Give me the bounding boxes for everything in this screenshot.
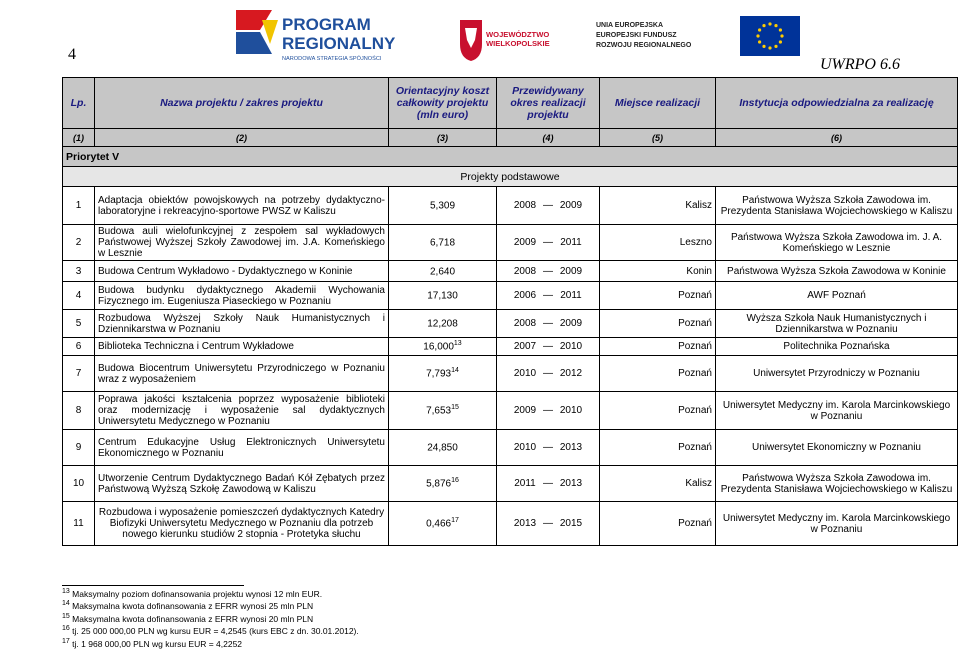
row-lp: 10 xyxy=(63,466,95,502)
row-lp: 5 xyxy=(63,310,95,338)
footnotes xyxy=(62,587,359,649)
eu-star-icon xyxy=(768,22,771,25)
row-lp: 8 xyxy=(63,392,95,430)
footnote-number: 16 xyxy=(62,625,70,633)
footnote xyxy=(62,599,359,611)
project-place: Kalisz xyxy=(600,466,716,502)
cost-value: 5,876 xyxy=(426,478,452,490)
footnote-separator xyxy=(62,585,244,586)
cost-footnote-ref: 14 xyxy=(451,367,459,375)
cost-value: 0,466 xyxy=(426,518,452,530)
eu-star-icon xyxy=(758,40,761,43)
project-name: Adaptacja obiektów powojskowych na potrzeby dydaktyczno-laboratoryjne i rekreacyjno-sportowe PWSZ w Kaliszu xyxy=(95,187,389,225)
table-row xyxy=(63,282,958,310)
col-number: (2) xyxy=(95,129,389,147)
project-cost xyxy=(389,310,497,338)
eu-star-icon xyxy=(762,24,765,27)
logo-eu-line1: UNIA EUROPEJSKA xyxy=(596,22,664,29)
project-name: Centrum Edukacyjne Usług Elektronicznych Uniwersytetu Ekonomicznego w Poznaniu xyxy=(95,430,389,466)
project-name: Poprawa jakości kształcenia poprzez wyposażenie biblioteki oraz modernizację i wyposażenie sal dydaktycznych Uniwersytetu Medycznego w Poznaniu xyxy=(95,392,389,430)
project-period: 2006 — 2011 xyxy=(497,282,600,310)
project-cost xyxy=(389,338,497,356)
row-lp: 9 xyxy=(63,430,95,466)
project-name: Budowa budynku dydaktycznego Akademii Wychowania Fizycznego im. Eugeniusza Piaseckiego w Poznaniu xyxy=(95,282,389,310)
eu-star-icon xyxy=(780,34,783,37)
cost-value: 16,000 xyxy=(423,341,454,353)
footnote-text: Maksymalny poziom dofinansowania projektu wynosi 12 mln EUR. xyxy=(72,588,323,599)
period-start: 2010 xyxy=(513,442,537,453)
col-number: (3) xyxy=(389,129,497,147)
row-lp: 11 xyxy=(63,502,95,546)
cost-value: 24,850 xyxy=(427,442,458,454)
row-lp: 7 xyxy=(63,356,95,392)
project-place: Poznań xyxy=(600,392,716,430)
project-institution: Uniwersytet Ekonomiczny w Poznaniu xyxy=(716,430,958,466)
wielkopolska-logo xyxy=(456,18,566,62)
eu-star-icon xyxy=(768,46,771,49)
column-number-row xyxy=(63,129,958,147)
cost-value: 5,309 xyxy=(429,200,456,212)
eu-logo xyxy=(594,16,804,56)
project-cost xyxy=(389,261,497,282)
project-institution: Uniwersytet Medyczny im. Karola Marcinkowskiego w Poznaniu xyxy=(716,392,958,430)
col-number: (6) xyxy=(716,129,958,147)
project-place: Poznań xyxy=(600,430,716,466)
project-cost xyxy=(389,356,497,392)
footnote xyxy=(62,587,359,599)
period-end: 2010 xyxy=(559,341,583,352)
projects-table xyxy=(62,77,958,546)
period-end: 2012 xyxy=(559,368,583,379)
footnote-number: 17 xyxy=(62,637,70,645)
logo-eu-line2: EUROPEJSKI FUNDUSZ xyxy=(596,32,677,39)
table-row xyxy=(63,225,958,261)
col-header-institution: Instytucja odpowiedzialna za realizację xyxy=(716,78,958,129)
period-end: 2011 xyxy=(560,237,582,248)
project-cost xyxy=(389,502,497,546)
period-end: 2009 xyxy=(559,200,583,211)
footnote-number: 14 xyxy=(62,600,70,608)
eu-star-icon xyxy=(779,40,782,43)
col-number: (1) xyxy=(63,129,95,147)
project-name: Utworzenie Centrum Dydaktycznego Badań Kół Zębatych przez Państwową Wyższą Szkołę Zawodową w Kaliszu xyxy=(95,466,389,502)
project-period: 2011 — 2013 xyxy=(497,466,600,502)
row-lp: 4 xyxy=(63,282,95,310)
project-cost xyxy=(389,466,497,502)
project-name: Biblioteka Techniczna i Centrum Wykładowe xyxy=(95,338,389,356)
period-end: 2013 xyxy=(559,442,583,453)
period-start: 2008 xyxy=(513,318,537,329)
project-place: Konin xyxy=(600,261,716,282)
table-row xyxy=(63,392,958,430)
period-start: 2009 xyxy=(513,237,537,248)
project-period: 2007 — 2010 xyxy=(497,338,600,356)
col-header-place: Miejsce realizacji xyxy=(600,78,716,129)
project-period: 2008 — 2009 xyxy=(497,187,600,225)
cost-footnote-ref: 17 xyxy=(451,517,459,525)
project-place: Leszno xyxy=(600,225,716,261)
period-end: 2013 xyxy=(559,478,583,489)
col-number: (5) xyxy=(600,129,716,147)
program-regionalny-logo xyxy=(226,6,426,66)
project-institution: Uniwersytet Medyczny im. Karola Marcinkowskiego w Poznaniu xyxy=(716,502,958,546)
period-end: 2009 xyxy=(559,265,583,277)
project-cost xyxy=(389,187,497,225)
page-number: 4 xyxy=(68,46,76,63)
cost-value: 7,793 xyxy=(426,368,452,380)
project-cost xyxy=(389,392,497,430)
eu-star-icon xyxy=(774,24,777,27)
logo-program-line1: PROGRAM xyxy=(282,15,371,34)
project-name: Budowa auli wielofunkcyjnej z zespołem sal wykładowych Państwowej Wyższej Szkoły Zawodowej im. J.A. Komeńskiego w Lesznie xyxy=(95,225,389,261)
period-end: 2010 xyxy=(559,405,583,416)
document-code: UWRPO 6.6 xyxy=(820,56,900,73)
table-row xyxy=(63,338,958,356)
section-row xyxy=(63,167,958,187)
logo-eu-line3: ROZWOJU REGIONALNEGO xyxy=(596,42,692,49)
project-institution: Uniwersytet Przyrodniczy w Poznaniu xyxy=(716,356,958,392)
project-place: Poznań xyxy=(600,356,716,392)
project-place: Poznań xyxy=(600,338,716,356)
section-label: Projekty podstawowe xyxy=(63,167,958,187)
period-start: 2006 xyxy=(513,290,537,301)
project-place: Poznań xyxy=(600,282,716,310)
table-row xyxy=(63,261,958,282)
project-name: Rozbudowa i wyposażenie pomieszczeń dydaktycznych Katedry Biofizyki Uniwersytetu Medycznego w Poznaniu dla potrzeb nowego kierunku studiów 2 stopnia - Protetyka słuchu xyxy=(95,502,389,546)
table-row xyxy=(63,310,958,338)
eu-star-icon xyxy=(758,28,761,31)
footnote xyxy=(62,612,359,624)
project-period: 2009 — 2010 xyxy=(497,392,600,430)
logo-voivodeship-line2: WIELKOPOLSKIE xyxy=(486,39,550,48)
eu-flag-icon xyxy=(740,16,800,56)
period-end: 2015 xyxy=(559,518,583,529)
period-start: 2007 xyxy=(513,341,537,352)
project-name: Rozbudowa Wyższej Szkoły Nauk Humanistycznych i Dziennikarstwa w Poznaniu xyxy=(95,310,389,338)
footnote-number: 13 xyxy=(62,588,70,595)
project-place: Poznań xyxy=(600,502,716,546)
logo-program-line2: REGIONALNY xyxy=(282,34,396,53)
period-start: 2013 xyxy=(513,518,537,529)
eu-star-icon xyxy=(779,28,782,31)
project-period: 2008 — 2009 xyxy=(497,261,600,282)
project-period: 2009 — 2011 xyxy=(497,225,600,261)
footnote xyxy=(62,637,359,649)
footnote-number: 15 xyxy=(62,612,70,620)
logo-voivodeship-line1: WOJEWÓDZTWO xyxy=(486,30,550,39)
col-header-name: Nazwa projektu / zakres projektu xyxy=(95,78,389,129)
logo-program-line3: NARODOWA STRATEGIA SPÓJNOŚCI xyxy=(282,56,382,62)
eu-star-icon xyxy=(756,34,759,37)
col-header-lp: Lp. xyxy=(63,78,95,129)
col-header-period: Przewidywany okres realizacji projektu xyxy=(497,78,600,129)
cost-value: 7,653 xyxy=(426,405,452,417)
cost-footnote-ref: 16 xyxy=(451,477,459,485)
col-number: (4) xyxy=(497,129,600,147)
row-lp: 1 xyxy=(63,187,95,225)
eu-star-icon xyxy=(774,45,777,48)
period-start: 2008 xyxy=(513,265,537,277)
row-lp: 6 xyxy=(63,338,95,356)
project-institution: Państwowa Wyższa Szkoła Zawodowa w Koninie xyxy=(716,261,958,282)
table-row xyxy=(63,466,958,502)
project-institution: Wyższa Szkoła Nauk Humanistycznych i Dziennikarstwa w Poznaniu xyxy=(716,310,958,338)
priority-label: Priorytet V xyxy=(63,147,958,167)
cost-value: 12,208 xyxy=(427,318,458,330)
cost-footnote-ref: 15 xyxy=(451,404,459,412)
footnote-text: Maksymalna kwota dofinansowania z EFRR wynosi 20 mln PLN xyxy=(72,613,314,624)
footnote-text: tj. 1 968 000,00 PLN wg kursu EUR = 4,2252 xyxy=(72,638,243,649)
project-cost xyxy=(389,282,497,310)
row-lp: 3 xyxy=(63,261,95,282)
period-start: 2009 xyxy=(513,405,537,416)
project-period: 2013 — 2015 xyxy=(497,502,600,546)
header-row xyxy=(63,78,958,129)
footnote-text: Maksymalna kwota dofinansowania z EFRR wynosi 25 mln PLN xyxy=(72,601,314,612)
period-end: 2009 xyxy=(559,318,583,329)
project-institution: Państwowa Wyższa Szkoła Zawodowa im. Prezydenta Stanisława Wojciechowskiego w Kaliszu xyxy=(716,187,958,225)
col-header-cost: Orientacyjny koszt całkowity projektu (mln euro) xyxy=(389,78,497,129)
table-row xyxy=(63,430,958,466)
project-place: Kalisz xyxy=(600,187,716,225)
cost-footnote-ref: 13 xyxy=(453,340,462,348)
period-start: 2008 xyxy=(513,200,537,211)
cost-value: 6,718 xyxy=(429,237,456,249)
footnote-text: tj. 25 000 000,00 PLN wg kursu EUR = 4,2545 (kurs EBC z dn. 30.01.2012). xyxy=(72,626,359,637)
period-start: 2010 xyxy=(513,368,537,379)
cost-value: 17,130 xyxy=(427,290,458,302)
project-period: 2008 — 2009 xyxy=(497,310,600,338)
eu-star-icon xyxy=(762,45,765,48)
project-cost xyxy=(389,430,497,466)
project-period: 2010 — 2013 xyxy=(497,430,600,466)
cost-value: 2,640 xyxy=(429,266,456,278)
project-institution: AWF Poznań xyxy=(716,282,958,310)
table-row xyxy=(63,187,958,225)
project-institution: Państwowa Wyższa Szkoła Zawodowa im. Prezydenta Stanisława Wojciechowskiego w Kaliszu xyxy=(716,466,958,502)
period-end: 2011 xyxy=(560,290,582,301)
footnote xyxy=(62,624,359,636)
priority-row xyxy=(63,147,958,167)
project-name: Budowa Centrum Wykładowo - Dydaktycznego w Koninie xyxy=(95,261,389,282)
project-period: 2010 — 2012 xyxy=(497,356,600,392)
project-cost xyxy=(389,225,497,261)
project-institution: Państwowa Wyższa Szkoła Zawodowa im. J. A. Komeńskiego w Lesznie xyxy=(716,225,958,261)
table-row xyxy=(63,502,958,546)
row-lp: 2 xyxy=(63,225,95,261)
project-place: Poznań xyxy=(600,310,716,338)
project-name: Budowa Biocentrum Uniwersytetu Przyrodniczego w Poznaniu wraz z wyposażeniem xyxy=(95,356,389,392)
table-row xyxy=(63,356,958,392)
project-institution: Politechnika Poznańska xyxy=(716,338,958,356)
period-start: 2011 xyxy=(514,478,536,489)
